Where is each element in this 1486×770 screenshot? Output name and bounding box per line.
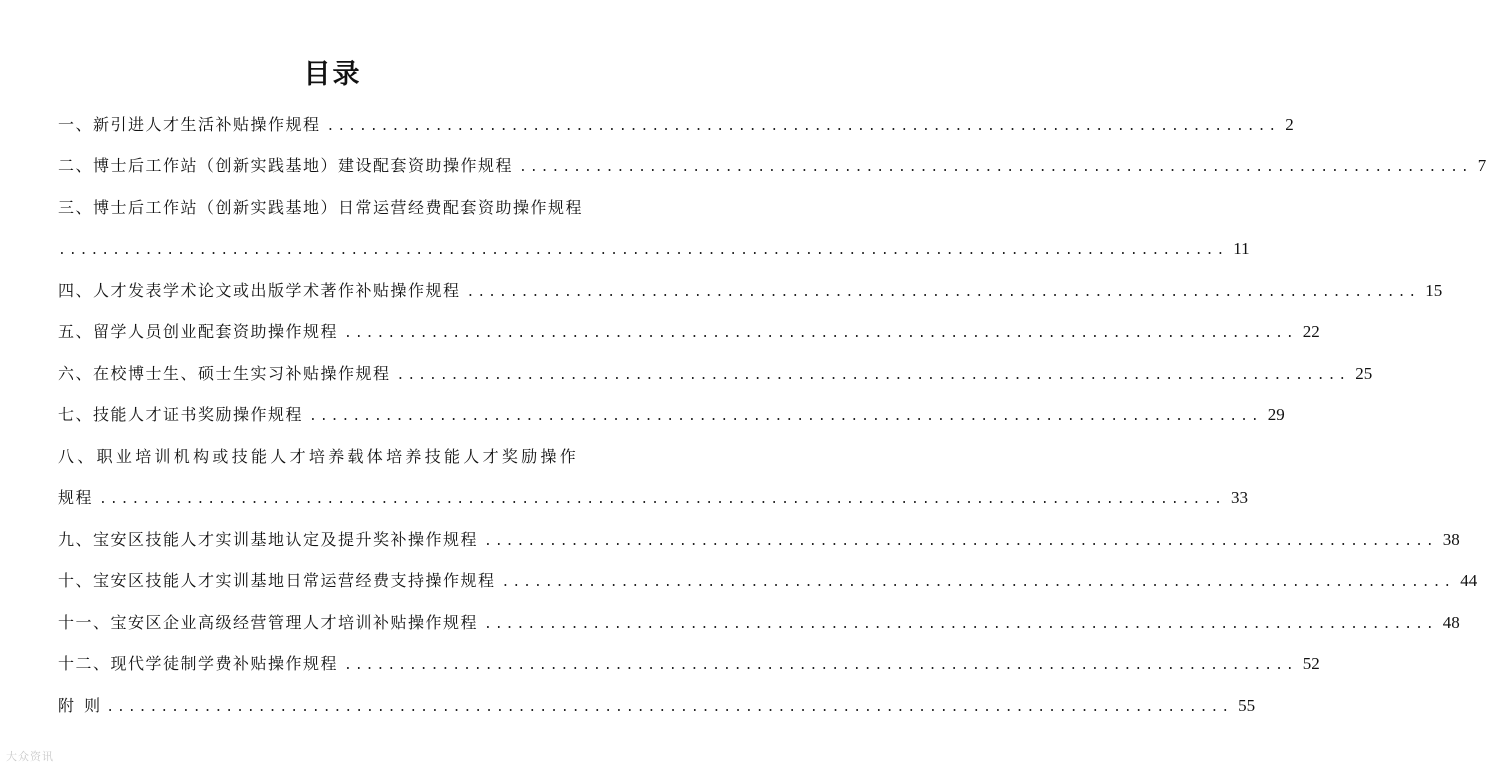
toc-page-number: 15 bbox=[1425, 281, 1443, 300]
toc-entry-text: 三、博士后工作站（创新实践基地）日常运营经费配套资助操作规程 bbox=[58, 198, 584, 217]
toc-page-number: 7 bbox=[1477, 156, 1486, 175]
watermark bbox=[6, 748, 54, 764]
toc-entry-text: 九、宝安区技能人才实训基地认定及提升奖补操作规程 bbox=[58, 530, 479, 549]
toc-entry-text-continued: 规程 bbox=[58, 488, 94, 507]
toc-page-number: 44 bbox=[1460, 571, 1478, 590]
toc-entry-12[interactable] bbox=[58, 654, 1320, 673]
toc-page-number: 52 bbox=[1302, 654, 1320, 673]
dot-leader: ........................................................................................ bbox=[466, 285, 1420, 300]
toc-entry-2[interactable] bbox=[58, 156, 1486, 175]
dot-leader: ........................................................................................ bbox=[326, 119, 1280, 134]
toc-entry-text: 附 则 bbox=[58, 696, 101, 715]
dot-leader: ........................................................................................ bbox=[484, 617, 1437, 632]
dot-leader: ........................................................................................ bbox=[396, 368, 1350, 383]
page-title: 目录 bbox=[303, 59, 362, 90]
toc-entry-4[interactable] bbox=[58, 281, 1443, 300]
dot-leader: ............................................................................................................ bbox=[58, 243, 1228, 258]
toc-entry-text: 五、留学人员创业配套资助操作规程 bbox=[58, 322, 339, 341]
dot-leader: ........................................................................................................ bbox=[99, 492, 1225, 507]
toc-page-number: 48 bbox=[1442, 613, 1460, 632]
toc-entry-text: 七、技能人才证书奖励操作规程 bbox=[58, 405, 304, 424]
dot-leader: ........................................................................................ bbox=[501, 575, 1455, 590]
dot-leader: ........................................................................................ bbox=[344, 326, 1297, 341]
toc-page-number: 55 bbox=[1238, 696, 1256, 715]
dot-leader: ........................................................................................................ bbox=[106, 700, 1233, 715]
toc-entry-text: 八、职业培训机构或技能人才培养载体培养技能人才奖励操作 bbox=[58, 447, 580, 466]
toc-entry-9[interactable] bbox=[58, 530, 1460, 549]
toc-page-number: 11 bbox=[1233, 239, 1250, 258]
toc-entry-text: 六、在校博士生、硕士生实习补贴操作规程 bbox=[58, 364, 391, 383]
toc-page-number: 25 bbox=[1355, 364, 1373, 383]
dot-leader: ........................................................................................ bbox=[484, 534, 1437, 549]
dot-leader: ........................................................................................ bbox=[309, 409, 1262, 424]
toc-entry-5[interactable] bbox=[58, 322, 1320, 341]
toc-page-number: 38 bbox=[1442, 530, 1460, 549]
toc-entry-6[interactable] bbox=[58, 364, 1373, 383]
toc-entry-3[interactable] bbox=[58, 198, 1250, 258]
toc-entry-text: 十、宝安区技能人才实训基地日常运营经费支持操作规程 bbox=[58, 571, 496, 590]
toc-entry-text: 二、博士后工作站（创新实践基地）建设配套资助操作规程 bbox=[58, 156, 514, 175]
toc-entry-text: 十一、宝安区企业高级经营管理人才培训补贴操作规程 bbox=[58, 613, 479, 632]
toc-entry-1[interactable] bbox=[58, 115, 1294, 134]
dot-leader: ........................................................................................ bbox=[344, 658, 1297, 673]
toc-page-number: 2 bbox=[1285, 115, 1294, 134]
toc-page-number: 33 bbox=[1231, 488, 1248, 507]
toc-entry-11[interactable] bbox=[58, 613, 1460, 632]
watermark-text: 大众资讯 bbox=[6, 750, 54, 763]
toc-page-number: 22 bbox=[1302, 322, 1320, 341]
toc-entry-7[interactable] bbox=[58, 405, 1285, 424]
toc-entry-13[interactable] bbox=[58, 696, 1256, 715]
toc-entry-10[interactable] bbox=[58, 571, 1478, 590]
toc-entry-8[interactable] bbox=[58, 447, 1248, 507]
toc-entry-text: 四、人才发表学术论文或出版学术著作补贴操作规程 bbox=[58, 281, 461, 300]
toc-entry-text: 十二、现代学徒制学费补贴操作规程 bbox=[58, 654, 339, 673]
toc-entry-text: 一、新引进人才生活补贴操作规程 bbox=[58, 115, 321, 134]
toc-page-number: 29 bbox=[1267, 405, 1285, 424]
dot-leader: ........................................................................................ bbox=[519, 160, 1472, 175]
